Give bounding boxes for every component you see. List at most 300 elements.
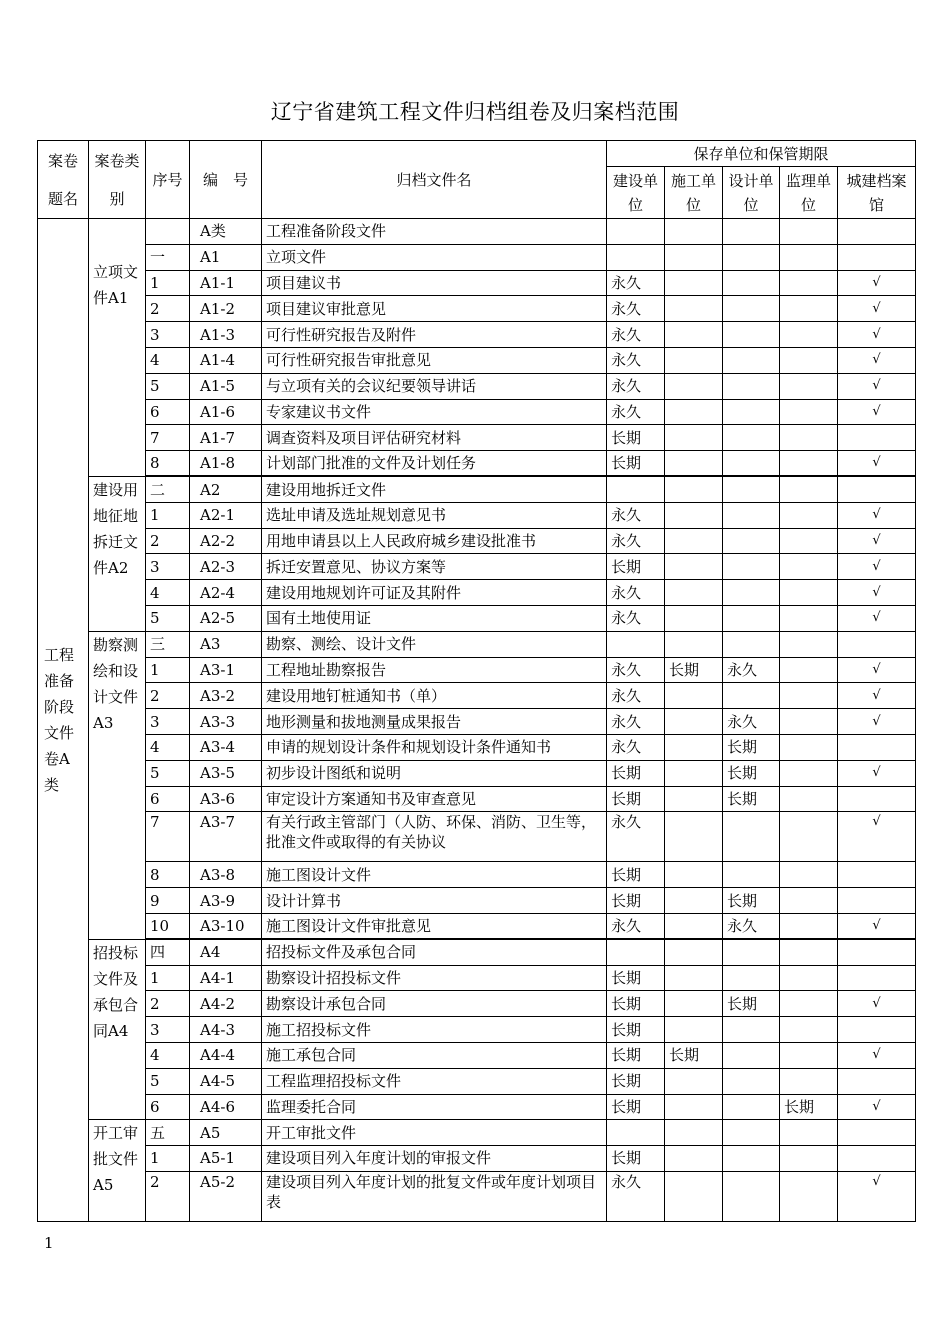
header-unit-sheji: 设计单位 bbox=[723, 167, 780, 219]
archive-check-cell bbox=[838, 1146, 916, 1172]
jianshe-period-cell: 永久 bbox=[607, 1171, 665, 1221]
sheji-period-cell bbox=[723, 605, 780, 631]
seq-cell: 1 bbox=[146, 965, 190, 991]
sheji-period-cell bbox=[723, 528, 780, 554]
file-name-cell: 专家建议书文件 bbox=[262, 399, 607, 425]
archive-check-cell: √ bbox=[838, 1094, 916, 1120]
table-row bbox=[38, 451, 916, 477]
sheji-period-cell: 长期 bbox=[723, 786, 780, 812]
jianli-period-cell bbox=[780, 786, 838, 812]
jianshe-period-cell: 长期 bbox=[607, 786, 665, 812]
jianli-period-cell bbox=[780, 734, 838, 760]
sheji-period-cell bbox=[723, 683, 780, 709]
archive-check-cell: √ bbox=[838, 709, 916, 735]
sheji-period-cell bbox=[723, 476, 780, 502]
sheji-period-cell bbox=[723, 425, 780, 451]
jianshe-period-cell: 长期 bbox=[607, 965, 665, 991]
sheji-period-cell bbox=[723, 1017, 780, 1043]
shigong-period-cell bbox=[665, 709, 723, 735]
jianli-period-cell bbox=[780, 502, 838, 528]
jianshe-period-cell: 长期 bbox=[607, 425, 665, 451]
code-cell: A1 bbox=[190, 244, 262, 270]
archive-check-cell bbox=[838, 965, 916, 991]
shigong-period-cell bbox=[665, 760, 723, 786]
table-row bbox=[38, 425, 916, 451]
shigong-period-cell bbox=[665, 965, 723, 991]
jianshe-period-cell: 长期 bbox=[607, 554, 665, 580]
jianshe-period-cell: 长期 bbox=[607, 1042, 665, 1068]
jianli-period-cell bbox=[780, 939, 838, 965]
header-volume-type: 案卷类别 bbox=[89, 141, 146, 219]
table-row bbox=[38, 528, 916, 554]
sheji-period-cell bbox=[723, 1068, 780, 1094]
file-name-cell: 建设用地规划许可证及其附件 bbox=[262, 580, 607, 606]
jianshe-period-cell: 永久 bbox=[607, 605, 665, 631]
seq-cell: 10 bbox=[146, 913, 190, 939]
code-cell: A4-6 bbox=[190, 1094, 262, 1120]
jianshe-period-cell: 永久 bbox=[607, 812, 665, 862]
group-label-cell: 建设用地征地拆迁文件A2 bbox=[89, 476, 146, 631]
archive-check-cell: √ bbox=[838, 322, 916, 348]
file-name-cell: 建设项目列入年度计划的审报文件 bbox=[262, 1146, 607, 1172]
archive-scope-table bbox=[37, 140, 916, 1222]
code-cell: A3 bbox=[190, 631, 262, 657]
seq-cell: 5 bbox=[146, 760, 190, 786]
file-name-cell: 设计计算书 bbox=[262, 888, 607, 914]
jianshe-period-cell bbox=[607, 219, 665, 245]
jianshe-period-cell: 永久 bbox=[607, 709, 665, 735]
archive-check-cell: √ bbox=[838, 812, 916, 862]
archive-check-cell: √ bbox=[838, 580, 916, 606]
shigong-period-cell bbox=[665, 1094, 723, 1120]
jianli-period-cell bbox=[780, 296, 838, 322]
table-row bbox=[38, 605, 916, 631]
sheji-period-cell: 长期 bbox=[723, 888, 780, 914]
shigong-period-cell bbox=[665, 502, 723, 528]
table-row bbox=[38, 1120, 916, 1146]
code-cell: A2-4 bbox=[190, 580, 262, 606]
code-cell: A5 bbox=[190, 1120, 262, 1146]
table-row bbox=[38, 812, 916, 862]
sheji-period-cell bbox=[723, 270, 780, 296]
table-row bbox=[38, 631, 916, 657]
table-row bbox=[38, 244, 916, 270]
sheji-period-cell bbox=[723, 322, 780, 348]
sheji-period-cell: 永久 bbox=[723, 709, 780, 735]
file-name-cell: 初步设计图纸和说明 bbox=[262, 760, 607, 786]
seq-cell: 3 bbox=[146, 554, 190, 580]
archive-check-cell: √ bbox=[838, 913, 916, 939]
jianli-period-cell bbox=[780, 270, 838, 296]
header-file-name: 归档文件名 bbox=[262, 141, 607, 219]
jianshe-period-cell bbox=[607, 476, 665, 502]
jianli-period-cell bbox=[780, 451, 838, 477]
jianshe-period-cell: 长期 bbox=[607, 760, 665, 786]
archive-check-cell bbox=[838, 888, 916, 914]
archive-check-cell bbox=[838, 631, 916, 657]
seq-cell: 一 bbox=[146, 244, 190, 270]
code-cell: A4-4 bbox=[190, 1042, 262, 1068]
table-row bbox=[38, 913, 916, 939]
archive-check-cell bbox=[838, 425, 916, 451]
table-row bbox=[38, 219, 916, 245]
seq-cell: 5 bbox=[146, 1068, 190, 1094]
sheji-period-cell bbox=[723, 580, 780, 606]
shigong-period-cell bbox=[665, 786, 723, 812]
shigong-period-cell bbox=[665, 244, 723, 270]
code-cell: A3-9 bbox=[190, 888, 262, 914]
shigong-period-cell bbox=[665, 347, 723, 373]
shigong-period-cell bbox=[665, 1146, 723, 1172]
shigong-period-cell bbox=[665, 554, 723, 580]
file-name-cell: 监理委托合同 bbox=[262, 1094, 607, 1120]
archive-check-cell: √ bbox=[838, 399, 916, 425]
header-volume-name: 案卷题名 bbox=[38, 141, 89, 219]
sheji-period-cell bbox=[723, 554, 780, 580]
seq-cell: 1 bbox=[146, 657, 190, 683]
sheji-period-cell bbox=[723, 1146, 780, 1172]
code-cell: A3-5 bbox=[190, 760, 262, 786]
page-title: 辽宁省建筑工程文件归档组卷及归案档范围 bbox=[270, 100, 680, 124]
table-row bbox=[38, 939, 916, 965]
table-row bbox=[38, 1017, 916, 1043]
archive-check-cell bbox=[838, 734, 916, 760]
seq-cell: 1 bbox=[146, 270, 190, 296]
code-cell: A类 bbox=[190, 219, 262, 245]
jianshe-period-cell bbox=[607, 1120, 665, 1146]
code-cell: A3-7 bbox=[190, 812, 262, 862]
sheji-period-cell bbox=[723, 244, 780, 270]
code-cell: A2-5 bbox=[190, 605, 262, 631]
seq-cell: 7 bbox=[146, 812, 190, 862]
code-cell: A3-6 bbox=[190, 786, 262, 812]
shigong-period-cell bbox=[665, 991, 723, 1017]
group-label-cell: 勘察测绘和设计文件A3 bbox=[89, 631, 146, 939]
archive-check-cell: √ bbox=[838, 502, 916, 528]
file-name-cell: 调查资料及项目评估研究材料 bbox=[262, 425, 607, 451]
jianshe-period-cell: 永久 bbox=[607, 373, 665, 399]
shigong-period-cell bbox=[665, 913, 723, 939]
archive-check-cell bbox=[838, 1068, 916, 1094]
code-cell: A1-8 bbox=[190, 451, 262, 477]
file-name-cell: 建设用地拆迁文件 bbox=[262, 476, 607, 502]
seq-cell: 1 bbox=[146, 1146, 190, 1172]
archive-check-cell bbox=[838, 939, 916, 965]
jianshe-period-cell: 长期 bbox=[607, 1094, 665, 1120]
code-cell: A1-6 bbox=[190, 399, 262, 425]
table-row bbox=[38, 1042, 916, 1068]
seq-cell bbox=[146, 219, 190, 245]
seq-cell: 5 bbox=[146, 605, 190, 631]
sheji-period-cell bbox=[723, 451, 780, 477]
table-row bbox=[38, 1068, 916, 1094]
jianli-period-cell bbox=[780, 476, 838, 502]
code-cell: A2-1 bbox=[190, 502, 262, 528]
jianshe-period-cell: 长期 bbox=[607, 888, 665, 914]
archive-check-cell: √ bbox=[838, 451, 916, 477]
file-name-cell: 项目建议审批意见 bbox=[262, 296, 607, 322]
shigong-period-cell bbox=[665, 631, 723, 657]
code-cell: A4-1 bbox=[190, 965, 262, 991]
code-cell: A4 bbox=[190, 939, 262, 965]
jianli-period-cell bbox=[780, 1146, 838, 1172]
table-row bbox=[38, 683, 916, 709]
table-row bbox=[38, 786, 916, 812]
seq-cell: 5 bbox=[146, 373, 190, 399]
jianli-period-cell bbox=[780, 1042, 838, 1068]
file-name-cell: 审定设计方案通知书及审查意见 bbox=[262, 786, 607, 812]
header-unit-shigong: 施工单位 bbox=[665, 167, 723, 219]
seq-cell: 6 bbox=[146, 786, 190, 812]
table-header bbox=[38, 141, 916, 219]
file-name-cell: 建设项目列入年度计划的批复文件或年度计划项目表 bbox=[262, 1171, 607, 1221]
sheji-period-cell bbox=[723, 296, 780, 322]
jianshe-period-cell: 永久 bbox=[607, 270, 665, 296]
jianshe-period-cell: 永久 bbox=[607, 657, 665, 683]
archive-check-cell: √ bbox=[838, 683, 916, 709]
seq-cell: 4 bbox=[146, 1042, 190, 1068]
header-unit-jianshe: 建设单位 bbox=[607, 167, 665, 219]
jianshe-period-cell: 永久 bbox=[607, 683, 665, 709]
file-name-cell: 项目建议书 bbox=[262, 270, 607, 296]
seq-cell: 9 bbox=[146, 888, 190, 914]
sheji-period-cell bbox=[723, 812, 780, 862]
seq-cell: 3 bbox=[146, 709, 190, 735]
sheji-period-cell bbox=[723, 939, 780, 965]
shigong-period-cell bbox=[665, 270, 723, 296]
seq-cell: 3 bbox=[146, 1017, 190, 1043]
archive-check-cell bbox=[838, 476, 916, 502]
header-storage-group: 保存单位和保管期限 bbox=[607, 141, 916, 167]
shigong-period-cell bbox=[665, 451, 723, 477]
table-row bbox=[38, 373, 916, 399]
page-number: 1 bbox=[44, 1234, 54, 1252]
table-row bbox=[38, 1146, 916, 1172]
file-name-cell: 用地申请县以上人民政府城乡建设批准书 bbox=[262, 528, 607, 554]
jianshe-period-cell: 长期 bbox=[607, 451, 665, 477]
shigong-period-cell bbox=[665, 476, 723, 502]
archive-check-cell: √ bbox=[838, 657, 916, 683]
table-row bbox=[38, 347, 916, 373]
archive-check-cell: √ bbox=[838, 1042, 916, 1068]
table-row bbox=[38, 709, 916, 735]
sheji-period-cell bbox=[723, 1120, 780, 1146]
jianli-period-cell bbox=[780, 399, 838, 425]
code-cell: A1-3 bbox=[190, 322, 262, 348]
shigong-period-cell bbox=[665, 528, 723, 554]
sheji-period-cell: 永久 bbox=[723, 913, 780, 939]
code-cell: A3-10 bbox=[190, 913, 262, 939]
table-row bbox=[38, 554, 916, 580]
jianli-period-cell bbox=[780, 347, 838, 373]
file-name-cell: 施工图设计文件审批意见 bbox=[262, 913, 607, 939]
sheji-period-cell: 永久 bbox=[723, 657, 780, 683]
jianli-period-cell bbox=[780, 888, 838, 914]
table-row bbox=[38, 1171, 916, 1221]
table-row bbox=[38, 657, 916, 683]
sheji-period-cell bbox=[723, 347, 780, 373]
file-name-cell: 工程地址勘察报告 bbox=[262, 657, 607, 683]
table-row bbox=[38, 476, 916, 502]
shigong-period-cell bbox=[665, 939, 723, 965]
sheji-period-cell bbox=[723, 1171, 780, 1221]
file-name-cell: 与立项有关的会议纪要领导讲话 bbox=[262, 373, 607, 399]
shigong-period-cell: 长期 bbox=[665, 1042, 723, 1068]
table-row bbox=[38, 322, 916, 348]
file-name-cell: 开工审批文件 bbox=[262, 1120, 607, 1146]
seq-cell: 1 bbox=[146, 502, 190, 528]
volume-title-cell: 工程准备阶段文件卷A类 bbox=[38, 219, 89, 1222]
jianli-period-cell bbox=[780, 244, 838, 270]
sheji-period-cell bbox=[723, 373, 780, 399]
code-cell: A1-7 bbox=[190, 425, 262, 451]
archive-check-cell: √ bbox=[838, 605, 916, 631]
file-name-cell: 申请的规划设计条件和规划设计条件通知书 bbox=[262, 734, 607, 760]
sheji-period-cell: 长期 bbox=[723, 991, 780, 1017]
jianli-period-cell bbox=[780, 683, 838, 709]
header-unit-jianli: 监理单位 bbox=[780, 167, 838, 219]
header-unit-archive: 城建档案 馆 bbox=[838, 167, 916, 219]
group-label-cell: 立项文件A1 bbox=[89, 219, 146, 477]
jianshe-period-cell: 永久 bbox=[607, 347, 665, 373]
sheji-period-cell bbox=[723, 399, 780, 425]
seq-cell: 4 bbox=[146, 580, 190, 606]
jianli-period-cell bbox=[780, 1120, 838, 1146]
jianli-period-cell bbox=[780, 425, 838, 451]
shigong-period-cell bbox=[665, 373, 723, 399]
sheji-period-cell: 长期 bbox=[723, 734, 780, 760]
archive-check-cell: √ bbox=[838, 991, 916, 1017]
seq-cell: 2 bbox=[146, 1171, 190, 1221]
archive-check-cell: √ bbox=[838, 760, 916, 786]
jianshe-period-cell: 永久 bbox=[607, 580, 665, 606]
code-cell: A1-5 bbox=[190, 373, 262, 399]
archive-check-cell bbox=[838, 1120, 916, 1146]
seq-cell: 二 bbox=[146, 476, 190, 502]
group-label-cell: 开工审批文件A5 bbox=[89, 1120, 146, 1222]
group-label-cell: 招投标文件及承包合同A4 bbox=[89, 939, 146, 1120]
archive-check-cell: √ bbox=[838, 528, 916, 554]
seq-cell: 2 bbox=[146, 991, 190, 1017]
jianli-period-cell bbox=[780, 862, 838, 888]
jianli-period-cell bbox=[780, 1171, 838, 1221]
table-row bbox=[38, 296, 916, 322]
code-cell: A1-4 bbox=[190, 347, 262, 373]
shigong-period-cell bbox=[665, 1120, 723, 1146]
table-row bbox=[38, 580, 916, 606]
code-cell: A3-4 bbox=[190, 734, 262, 760]
sheji-period-cell bbox=[723, 862, 780, 888]
file-name-cell: 立项文件 bbox=[262, 244, 607, 270]
jianli-period-cell bbox=[780, 631, 838, 657]
code-cell: A4-2 bbox=[190, 991, 262, 1017]
jianshe-period-cell: 永久 bbox=[607, 913, 665, 939]
jianshe-period-cell: 长期 bbox=[607, 862, 665, 888]
seq-cell: 4 bbox=[146, 734, 190, 760]
code-cell: A2-3 bbox=[190, 554, 262, 580]
archive-check-cell bbox=[838, 786, 916, 812]
jianshe-period-cell: 永久 bbox=[607, 296, 665, 322]
shigong-period-cell bbox=[665, 605, 723, 631]
sheji-period-cell bbox=[723, 219, 780, 245]
code-cell: A3-3 bbox=[190, 709, 262, 735]
seq-cell: 五 bbox=[146, 1120, 190, 1146]
archive-check-cell: √ bbox=[838, 554, 916, 580]
code-cell: A4-3 bbox=[190, 1017, 262, 1043]
file-name-cell: 建设用地钉桩通知书（单） bbox=[262, 683, 607, 709]
archive-check-cell: √ bbox=[838, 296, 916, 322]
shigong-period-cell bbox=[665, 580, 723, 606]
jianli-period-cell bbox=[780, 913, 838, 939]
shigong-period-cell bbox=[665, 1068, 723, 1094]
jianli-period-cell bbox=[780, 219, 838, 245]
seq-cell: 3 bbox=[146, 322, 190, 348]
seq-cell: 6 bbox=[146, 1094, 190, 1120]
file-name-cell: 有关行政主管部门（人防、环保、消防、卫生等，批准文件或取得的有关协议 bbox=[262, 812, 607, 862]
jianli-period-cell bbox=[780, 554, 838, 580]
seq-cell: 2 bbox=[146, 683, 190, 709]
file-name-cell: 勘察设计承包合同 bbox=[262, 991, 607, 1017]
shigong-period-cell bbox=[665, 683, 723, 709]
file-name-cell: 国有土地使用证 bbox=[262, 605, 607, 631]
seq-cell: 4 bbox=[146, 347, 190, 373]
jianli-period-cell bbox=[780, 760, 838, 786]
shigong-period-cell bbox=[665, 734, 723, 760]
code-cell: A5-2 bbox=[190, 1171, 262, 1221]
sheji-period-cell bbox=[723, 1042, 780, 1068]
sheji-period-cell bbox=[723, 1094, 780, 1120]
table-row bbox=[38, 734, 916, 760]
table-row bbox=[38, 502, 916, 528]
jianli-period-cell bbox=[780, 528, 838, 554]
code-cell: A1-2 bbox=[190, 296, 262, 322]
jianli-period-cell bbox=[780, 605, 838, 631]
sheji-period-cell bbox=[723, 631, 780, 657]
shigong-period-cell bbox=[665, 296, 723, 322]
table-row bbox=[38, 760, 916, 786]
shigong-period-cell bbox=[665, 1171, 723, 1221]
jianshe-period-cell: 永久 bbox=[607, 734, 665, 760]
shigong-period-cell bbox=[665, 888, 723, 914]
file-name-cell: 勘察设计招投标文件 bbox=[262, 965, 607, 991]
jianshe-period-cell: 长期 bbox=[607, 1068, 665, 1094]
archive-check-cell: √ bbox=[838, 270, 916, 296]
archive-check-cell: √ bbox=[838, 1171, 916, 1221]
seq-cell: 6 bbox=[146, 399, 190, 425]
file-name-cell: 拆迁安置意见、协议方案等 bbox=[262, 554, 607, 580]
file-name-cell: 勘察、测绘、设计文件 bbox=[262, 631, 607, 657]
jianli-period-cell bbox=[780, 373, 838, 399]
code-cell: A1-1 bbox=[190, 270, 262, 296]
file-name-cell: 招投标文件及承包合同 bbox=[262, 939, 607, 965]
jianshe-period-cell: 永久 bbox=[607, 322, 665, 348]
table-row bbox=[38, 270, 916, 296]
jianli-period-cell bbox=[780, 657, 838, 683]
jianshe-period-cell bbox=[607, 939, 665, 965]
shigong-period-cell bbox=[665, 219, 723, 245]
jianli-period-cell bbox=[780, 965, 838, 991]
archive-check-cell: √ bbox=[838, 373, 916, 399]
seq-cell: 四 bbox=[146, 939, 190, 965]
file-name-cell: 选址申请及选址规划意见书 bbox=[262, 502, 607, 528]
seq-cell: 8 bbox=[146, 862, 190, 888]
jianli-period-cell: 长期 bbox=[780, 1094, 838, 1120]
shigong-period-cell bbox=[665, 812, 723, 862]
sheji-period-cell bbox=[723, 965, 780, 991]
table-row bbox=[38, 991, 916, 1017]
jianli-period-cell bbox=[780, 812, 838, 862]
file-name-cell: 施工招投标文件 bbox=[262, 1017, 607, 1043]
